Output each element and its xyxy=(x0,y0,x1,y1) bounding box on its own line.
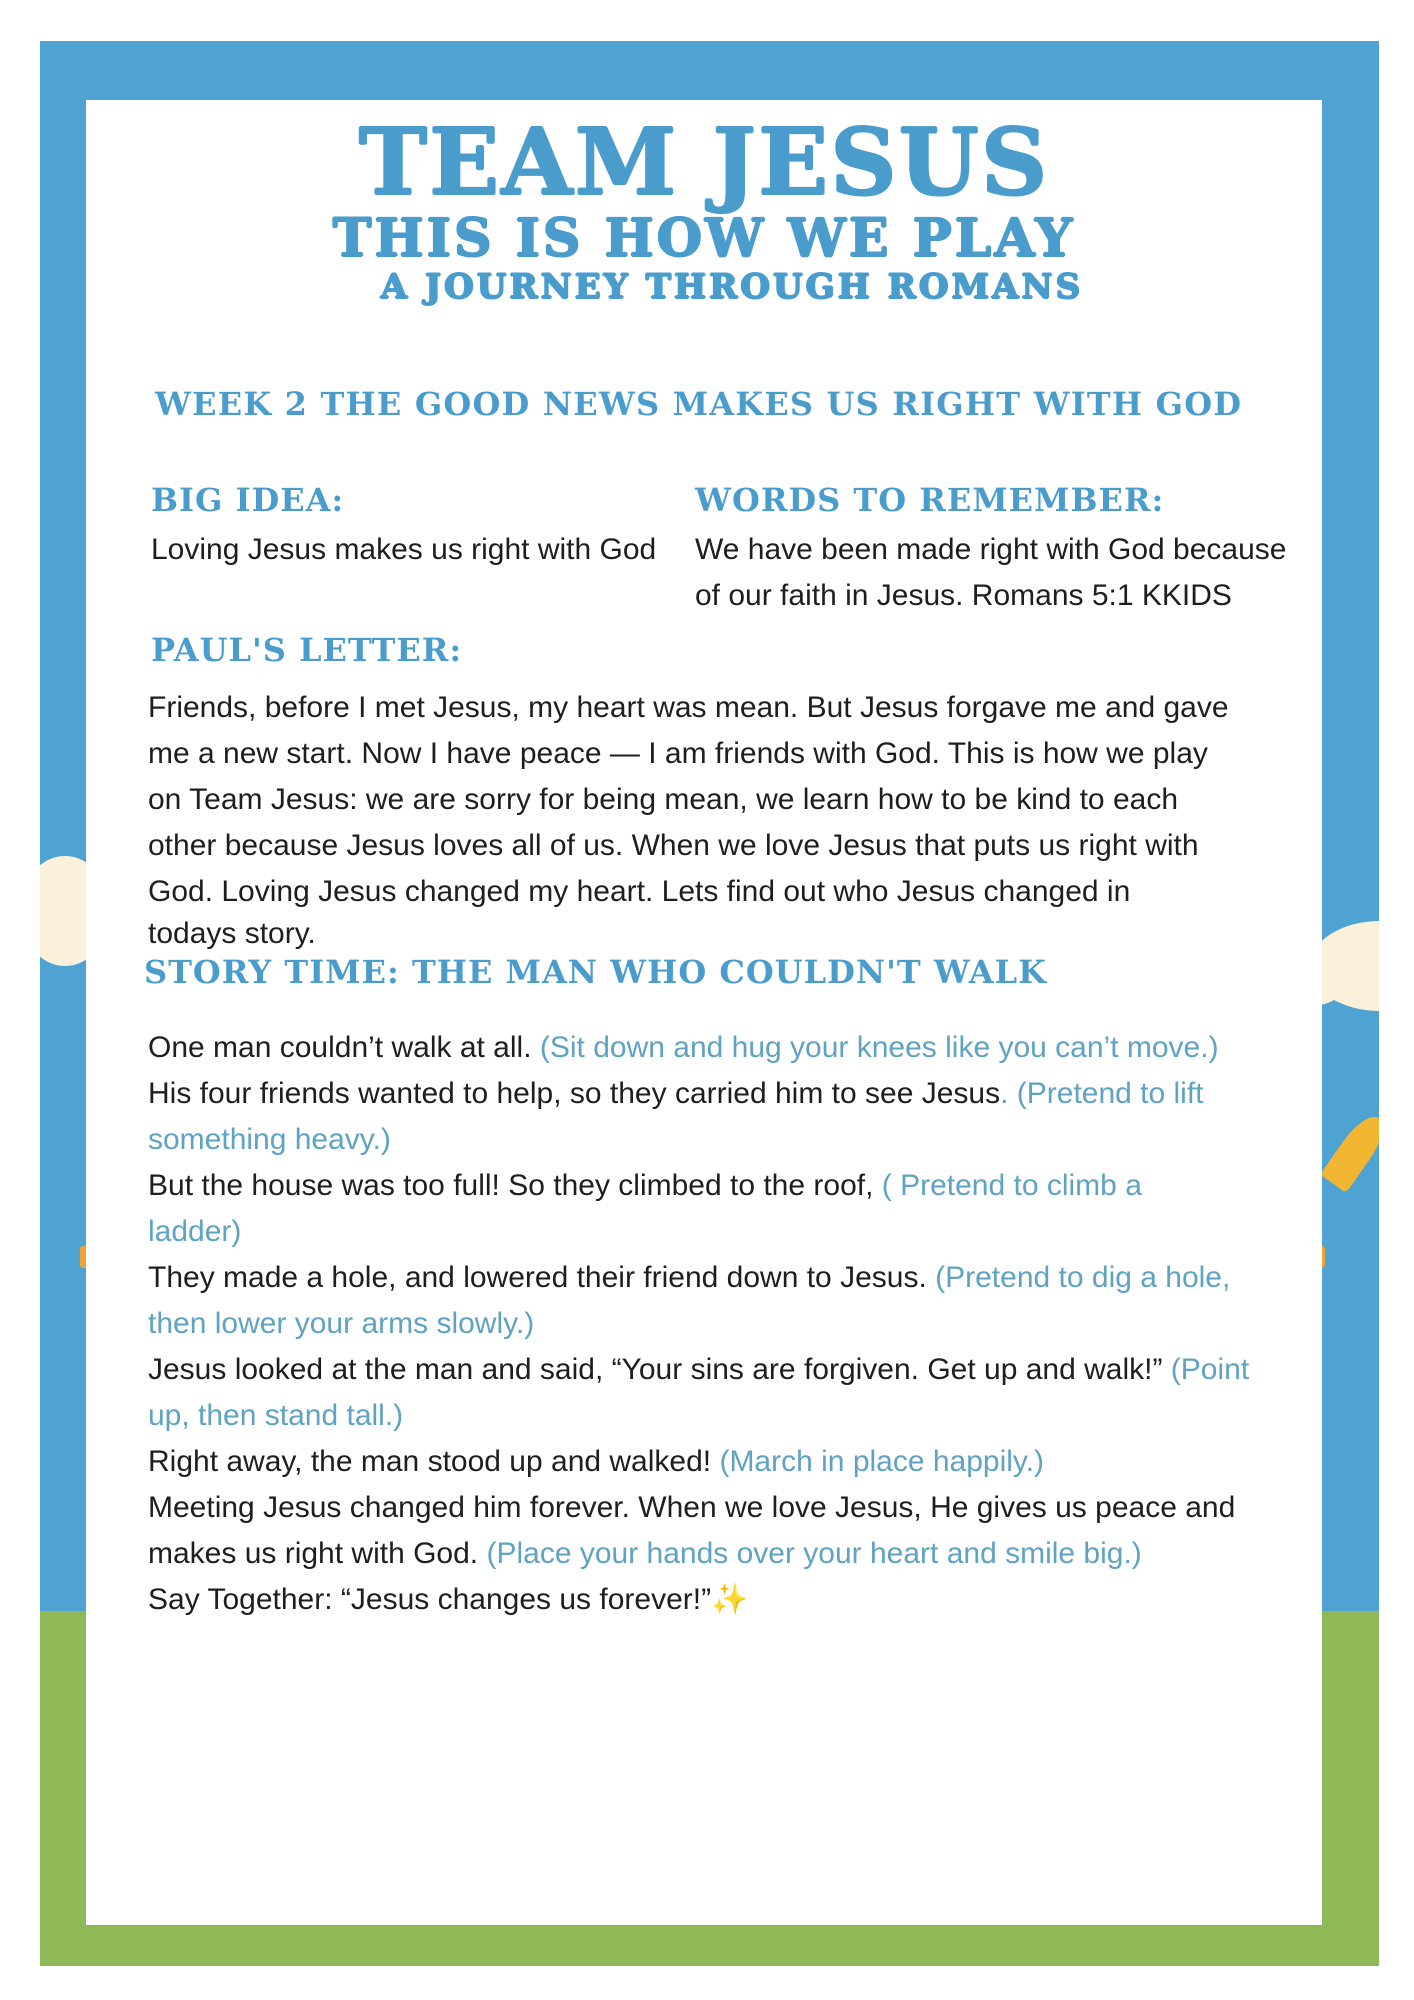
story-line xyxy=(148,1393,1278,1439)
story-text: Jesus looked at the man and said, “Your sins are forgiven. Get up and walk!” xyxy=(148,1353,1163,1386)
story-line xyxy=(148,1439,1278,1485)
content-page xyxy=(86,100,1322,1925)
story-text: makes us right with God. xyxy=(148,1537,487,1570)
letter-line: todays story. xyxy=(148,917,316,950)
page-title: TEAM JESUS xyxy=(358,108,1050,216)
story-line xyxy=(148,1301,1278,1347)
words-to-remember-line-2: of our faith in Jesus. Romans 5:1 KKIDS xyxy=(695,579,1232,612)
letter-line: me a new start. Now I have peace — I am friends with God. This is how we play xyxy=(148,737,1208,770)
sun-icon xyxy=(1320,1109,1379,1193)
story-line xyxy=(148,1163,1278,1209)
pauls-letter-heading: PAUL'S LETTER: xyxy=(151,631,463,669)
story-line xyxy=(148,1071,1278,1117)
page-tagline: A JOURNEY THROUGH ROMANS xyxy=(380,267,1084,307)
words-to-remember-heading: WORDS TO REMEMBER: xyxy=(695,481,1165,519)
story-action: ( Pretend to climb a xyxy=(881,1169,1142,1202)
story-line xyxy=(148,1577,1278,1623)
story-line xyxy=(148,1025,1278,1071)
story-action: (Point xyxy=(1162,1353,1250,1386)
story-text: Right away, the man stood up and walked! xyxy=(148,1445,720,1478)
big-idea-text: Loving Jesus makes us right with God xyxy=(151,533,657,566)
letter-line: Friends, before I met Jesus, my heart was mean. But Jesus forgave me and gave xyxy=(148,691,1229,724)
sparkle-icon: ✨ xyxy=(711,1583,749,1616)
story-line xyxy=(148,1117,1278,1163)
story-text: But the house was too full! So they climbed to the roof, xyxy=(148,1169,882,1202)
story-line xyxy=(148,1485,1278,1531)
story-text: Say Together: “Jesus changes us forever!” xyxy=(148,1583,712,1616)
big-idea-heading: BIG IDEA: xyxy=(151,481,345,519)
story-body xyxy=(148,1025,1278,1623)
letter-line: on Team Jesus: we are sorry for being mean, we learn how to be kind to each xyxy=(148,783,1179,816)
pauls-letter-body xyxy=(148,685,1268,953)
story-action: up, then stand tall.) xyxy=(148,1399,404,1432)
story-line xyxy=(148,1347,1278,1393)
story-line xyxy=(148,1531,1278,1577)
story-line xyxy=(148,1255,1278,1301)
story-action: something heavy.) xyxy=(148,1123,391,1156)
story-line xyxy=(148,1209,1278,1255)
story-action: . (Pretend to lift xyxy=(1000,1077,1204,1110)
story-action: (Sit down and hug your knees like you can’t move.) xyxy=(539,1031,1219,1064)
letter-line: other because Jesus loves all of us. When we love Jesus that puts us right with xyxy=(148,829,1199,862)
story-action: (March in place happily.) xyxy=(719,1445,1045,1478)
words-to-remember-line-1: We have been made right with God because xyxy=(695,533,1287,566)
story-text: They made a hole, and lowered their friend down to Jesus. xyxy=(148,1261,936,1294)
letter-line: God. Loving Jesus changed my heart. Lets find out who Jesus changed in xyxy=(148,875,1131,908)
page-subtitle: THIS IS HOW WE PLAY xyxy=(332,208,1076,269)
story-action: (Pretend to dig a hole, xyxy=(935,1261,1231,1294)
story-text: His four friends wanted to help, so they carried him to see Jesus xyxy=(148,1077,1001,1110)
story-action: (Place your hands over your heart and smile big.) xyxy=(486,1537,1142,1570)
story-text: Meeting Jesus changed him forever. When we love Jesus, He gives us peace and xyxy=(148,1491,1236,1524)
week-heading: WEEK 2 THE GOOD NEWS MAKES US RIGHT WITH GOD xyxy=(155,385,1243,423)
story-time-heading: STORY TIME: THE MAN WHO COULDN'T WALK xyxy=(144,953,1047,991)
story-action: then lower your arms slowly.) xyxy=(148,1307,535,1340)
story-text: One man couldn’t walk at all. xyxy=(148,1031,540,1064)
story-action: ladder) xyxy=(148,1215,242,1248)
